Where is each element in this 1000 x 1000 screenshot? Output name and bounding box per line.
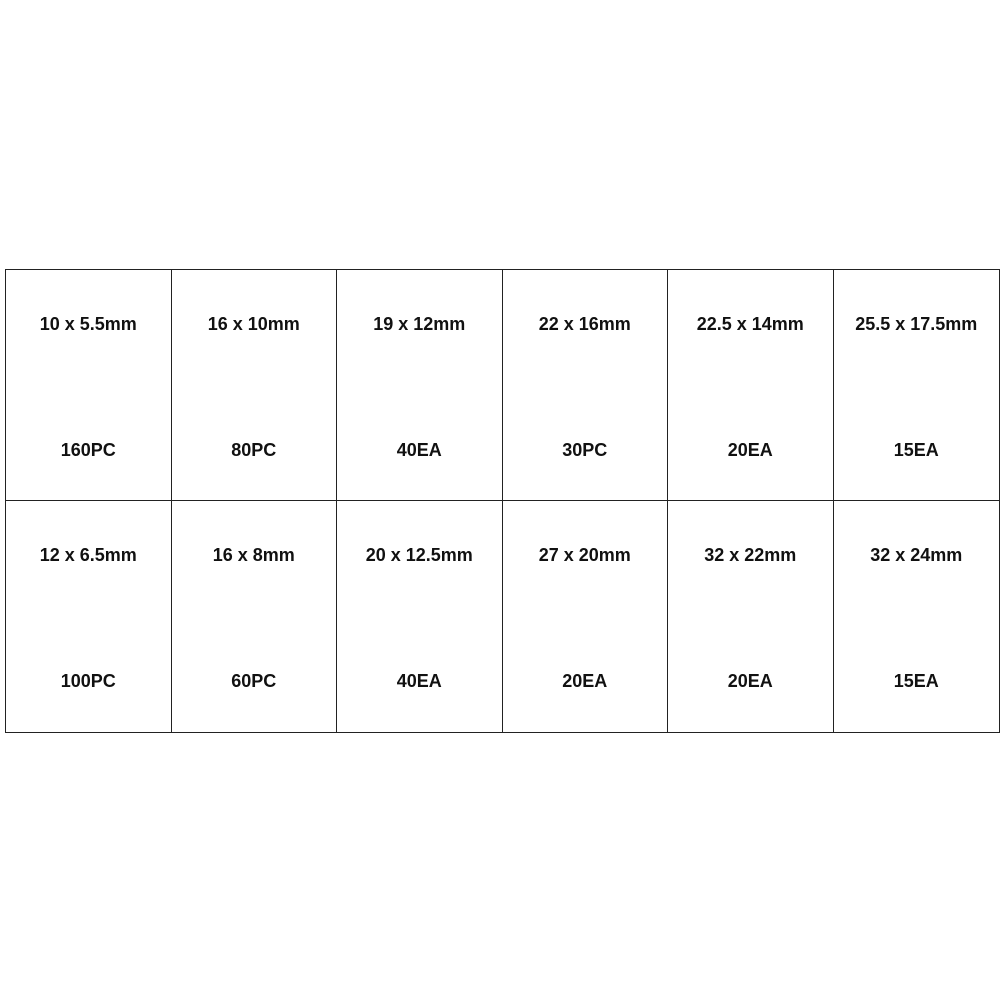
grid-cell: [6, 501, 172, 732]
size-label: 25.5 x 17.5mm: [855, 314, 978, 334]
quantity-label: 40EA: [396, 440, 442, 460]
quantity-label: 40EA: [396, 671, 442, 691]
grid-cell: [668, 501, 834, 732]
quantity-label: 20EA: [562, 671, 608, 691]
grid-cell: [172, 270, 338, 501]
grid-cell: [668, 270, 834, 501]
grid-cell: [337, 501, 503, 732]
grid-cell: [172, 501, 338, 732]
grid-cell: [503, 501, 669, 732]
size-label: 22 x 16mm: [538, 314, 631, 334]
size-label: 16 x 8mm: [212, 545, 295, 565]
size-label: 22.5 x 14mm: [696, 314, 804, 334]
size-label: 27 x 20mm: [538, 545, 631, 565]
size-label: 16 x 10mm: [207, 314, 300, 334]
size-label: 10 x 5.5mm: [39, 314, 137, 334]
grid-cell: [337, 270, 503, 501]
quantity-label: 20EA: [727, 440, 773, 460]
quantity-label: 30PC: [562, 440, 608, 460]
size-label: 32 x 24mm: [870, 545, 963, 565]
quantity-label: 60PC: [231, 671, 277, 691]
size-label: 19 x 12mm: [373, 314, 466, 334]
quantity-label: 160PC: [60, 440, 116, 460]
assortment-grid: [5, 269, 1000, 733]
size-label: 12 x 6.5mm: [39, 545, 137, 565]
quantity-label: 80PC: [231, 440, 277, 460]
grid-cell: [6, 270, 172, 501]
size-label: 32 x 22mm: [704, 545, 797, 565]
size-label: 20 x 12.5mm: [365, 545, 473, 565]
quantity-label: 20EA: [727, 671, 773, 691]
grid-cell: [503, 270, 669, 501]
quantity-label: 15EA: [893, 671, 939, 691]
grid-cell: [834, 501, 1000, 732]
quantity-label: 15EA: [893, 440, 939, 460]
grid-cell: [834, 270, 1000, 501]
quantity-label: 100PC: [60, 671, 116, 691]
